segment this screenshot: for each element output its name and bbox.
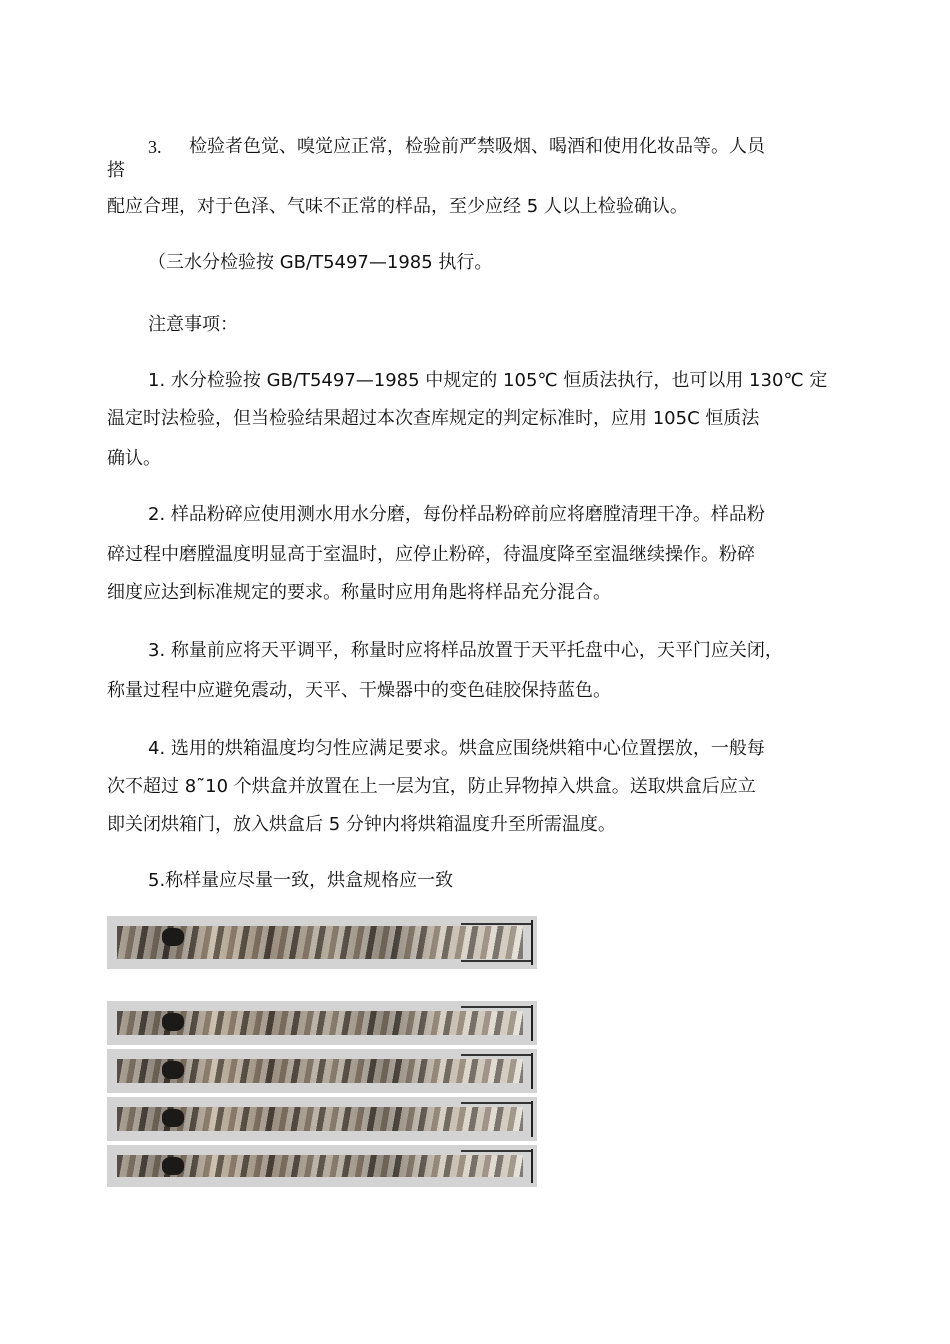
note-1-line-3: 确认。 bbox=[107, 448, 161, 469]
sample-strip-image bbox=[107, 1049, 537, 1093]
section-moisture-heading: （三水分检验按 GB/T5497—1985 执行。 bbox=[148, 252, 493, 273]
note-1-line-2: 温定时法检验，但当检验结果超过本次查库规定的判定标准时，应用 105C 恒质法 bbox=[107, 408, 760, 429]
item-3-line-1: 检验者色觉、嗅觉应正常，检验前严禁吸烟、喝酒和使用化妆品等。人员 bbox=[189, 136, 765, 157]
note-2-line-2: 碎过程中磨膛温度明显高于室温时，应停止粉碎，待温度降至室温继续操作。粉碎 bbox=[107, 544, 755, 565]
note-5: 5.称样量应尽量一致，烘盒规格应一致 bbox=[148, 870, 454, 891]
item-3-line-3: 配应合理，对于色泽、气味不正常的样品，至少应经 5 人以上检验确认。 bbox=[107, 196, 688, 217]
sample-strip-image bbox=[107, 1145, 537, 1187]
sample-strip-image bbox=[107, 1097, 537, 1141]
sample-strip-image bbox=[107, 916, 537, 969]
sample-strip-image bbox=[107, 1001, 537, 1045]
note-1-line-1: 1. 水分检验按 GB/T5497—1985 中规定的 105℃ 恒质法执行，也可以用 130℃ 定 bbox=[148, 370, 828, 391]
notes-heading: 注意事项： bbox=[148, 314, 238, 335]
note-2-line-1: 2. 样品粉碎应使用测水用水分磨，每份样品粉碎前应将磨膛清理干净。样品粉 bbox=[148, 504, 765, 525]
note-4-line-1: 4. 选用的烘箱温度均匀性应满足要求。烘盒应围绕烘箱中心位置摆放，一般每 bbox=[148, 738, 765, 759]
note-3-line-2: 称量过程中应避免震动，天平、干燥器中的变色硅胶保持蓝色。 bbox=[107, 680, 611, 701]
item-3-number: 3. bbox=[148, 137, 162, 157]
note-3-line-1: 3. 称量前应将天平调平，称量时应将样品放置于天平托盘中心，天平门应关闭， bbox=[148, 640, 783, 661]
note-4-line-2: 次不超过 8˜10 个烘盒并放置在上一层为宜，防止异物掉入烘盒。送取烘盒后应立 bbox=[107, 776, 756, 797]
note-4-line-3: 即关闭烘箱门，放入烘盒后 5 分钟内将烘箱温度升至所需温度。 bbox=[107, 814, 616, 835]
note-2-line-3: 细度应达到标准规定的要求。称量时应用角匙将样品充分混合。 bbox=[107, 582, 611, 603]
item-3-line-2: 搭 bbox=[107, 160, 125, 181]
